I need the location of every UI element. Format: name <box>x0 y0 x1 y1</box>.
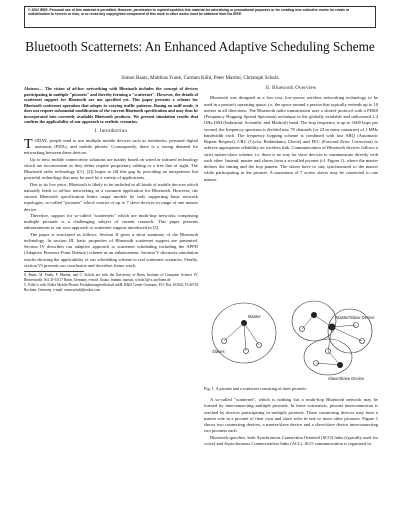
footnote-rule <box>24 271 84 272</box>
copyright-notice: © 2002 IEEE. Personal use of this material is permitted. However, permission to reprint/republish this material for advertising or promotional purposes or for creating new collective works for resale or redistribution to servers or lists, or to reuse any copyrighted component of this work in other works must be obtained from the IEEE. <box>24 6 376 28</box>
label-master-slave: Master/Slave Device <box>336 315 375 320</box>
piconet-diagram <box>204 283 378 383</box>
intro-paragraph-5: The paper is structured as follows. Section II gives a short summary of the Bluetooth technology. In section III, basic properties of Bluetooth scatternet support are presented. Section IV describes our adaptive approach to scatternet scheduling including the APPD (Adaptive Presence Point Density) scheme as an enhancement. Section V discusses simulation results showing the applicability of our scheduling scheme to real scatternet scenarios. Finally, section VI presents our conclusion and describes future work. <box>24 231 198 268</box>
intro-paragraph-4: Therefore, support for so-called "scatternets" which are multi-hop networks comprising multiple piconets is a challenging subject of current research. This paper presents enhancements to our own approach to scatternet support introduced in [3]. <box>24 212 198 231</box>
intro-paragraph-1: TODAY, people tend to use multiple mobile devices such as notebooks, personal digital assistants (PDA), and mobile phones. Consequently, there is a strong demand for networking between these devices. <box>24 136 198 156</box>
footnote-nokia: C. Kühl is with Nokia Mobile Phones Produktionsgesellschaft mbH, R&D Center Germany, P.O. Box 101823, D-44718 Bochum, Germany, e-mail: carmen.kuhl@nokia.com <box>24 283 198 292</box>
bluetooth-paragraph-2: A so-called "scatternet", which is nothing but a multi-hop Bluetooth network may be formed by interconnecting multiple piconets. In these scatternets, piconet interconnection is reached by devices participating in multiple piconets. These connecting devices may have a master role in a piconet of their own and slave roles in one or more other piconets. Figure 1 shows two connecting devices, a master/slave device and a slave/slave device interconnecting two piconets each. <box>204 397 378 434</box>
figure-piconet-scatternet <box>204 283 378 383</box>
right-column-top <box>204 86 378 183</box>
bluetooth-paragraph-1: Bluetooth was designed as a low-cost, low-power wireless networking technology to be used in a person's operating space, i.e. the space around a person that typically extends up to 10 meters in all directions. The Bluetooth radio transmission uses a slotted protocol with a FHSS (Frequency Hopping Spread Spectrum) technique in the globally available and unlicensed 2.4 GHz ISM (Industrial, Scientific and Medical) band. The hop frequency is up to 1600 hops per second, the frequency spectrum is divided into 79 channels (or 23 in some countries) of 1 MHz bandwidth each. The frequency hopping scheme is combined with fast ARQ (Automatic Repeat Request), CRC (Cyclic Redundancy Check) and FEC (Forward Error Correction) to achieve appropriate reliability on wireless link. Communication of Bluetooth devices follows a strict master-slave scheme, i.e. there is no way for slave devices to communicate directly with each other. Instead, master and slaves form a so-called piconet (cf. Figure 1), where the master defines the timing and the hop pattern. The slaves have to stay synchronized to the master while participating in the piconet. A maximum of 7 active slaves may be connected to one master. <box>204 95 378 182</box>
intro-paragraph-2: Up to now, mobile connectivity solutions are mainly based on wired or infrared technology which are inconvenient as they either require proprietary cabling or a free line of sight. The Bluetooth radio technology ([1], [2]) hopes to fill this gap by providing an inexpensive but powerful technology that may be used by a variety of applications. <box>24 156 198 181</box>
label-slave-slave: Slave/Slave Device <box>328 376 365 381</box>
paper-title: Bluetooth Scatternets: An Enhanced Adaptive Scheduling Scheme <box>25 39 375 54</box>
right-column-bottom <box>204 397 378 447</box>
figure-caption: Fig. 1. A piconet and a scatternet consisting of three piconets. <box>204 386 307 391</box>
author-list: Simon Baatz, Matthias Frank, Carmen Kühl, Peter Martini, Christoph Scholz <box>121 75 279 81</box>
intro-paragraph-3: Due to its low price, Bluetooth is likely to be included in all kinds of mobile devices which naturally leads to ad-hoc networking as a common application for Bluetooth. However, the current Bluetooth specification limits usage models by only supporting basic network topologies, so-called "piconets" which consist of up to 7 slave devices in range of one master device. <box>24 181 198 212</box>
abstract <box>24 86 198 125</box>
label-master: Master <box>248 314 261 319</box>
drop-cap: T <box>24 136 33 152</box>
left-column <box>24 86 198 292</box>
bluetooth-paragraph-3: Bluetooth specifies, both Synchronous Connection Oriented (SCO) links (typically used for voice) and Asynchronous Connectionless links (ACL). SCO communication is organized in <box>204 434 378 446</box>
abstract-text: — The vision of ad-hoc networking with Bluetooth includes the concept of devices participating in multiple "piconets" and thereby forming a "scatternet". However, the details of scatternet support for Bluetooth are not specified yet. This paper presents a scheme for Bluetooth scatternet operation that adapts to varying traffic patterns. Basing on sniff mode, it does not require substantial modification of the current Bluetooth specification and may thus be incorporated into currently available Bluetooth products. We present simulation results that confirm the applicability of our approach to realistic scenarios. <box>24 86 198 124</box>
section-heading-introduction: I. Introduction <box>94 128 128 134</box>
footnote-authors: S. Baatz, M. Frank, P. Martini, and C. Scholz are with the University of Bonn, Institute of Computer Science IV, Römerstraße 164, D-53117 Bonn, Germany, e-mail: {baatz, frankm, martini, scholz}@cs.uni-bonn.de <box>24 273 198 282</box>
abstract-label: Abstract <box>24 86 39 91</box>
label-slaves: Slaves <box>212 349 225 354</box>
section-heading-bluetooth-overview: II. Bluetooth Overview <box>265 86 317 91</box>
piconet-boundary <box>212 303 276 363</box>
